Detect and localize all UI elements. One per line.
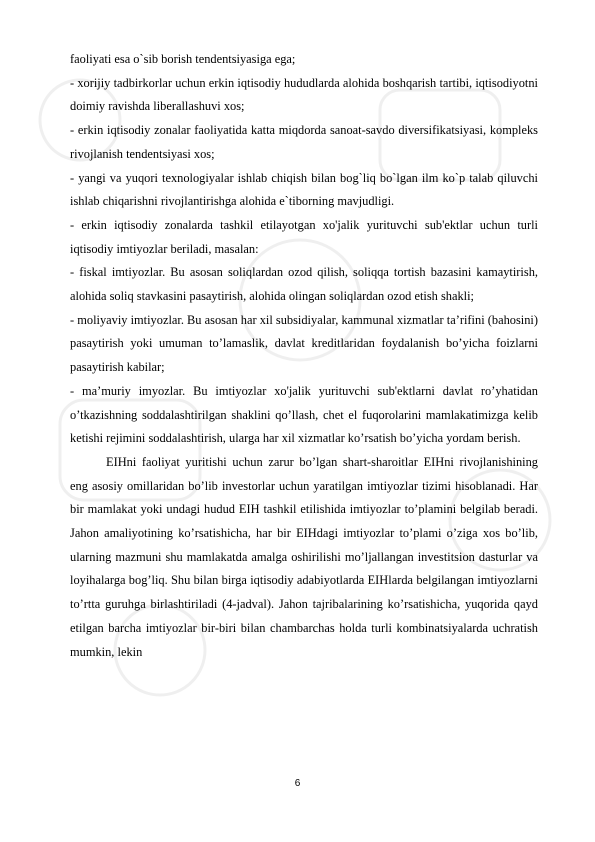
paragraph-continuation: faoliyati esa o`sib borish tendentsiyasiga ega;: [70, 52, 296, 66]
paragraph-bullet-4: - erkin iqtisodiy zonalarda tashkil etilayotgan xo'jalik yurituvchi sub'ektlar uchun turli iqtisodiy imtiyozlar beriladi, masalan:: [70, 217, 538, 256]
paragraph-fiscal-benefits: - fiskal imtiyozlar. Bu asosan soliqlardan ozod qilish, soliqqa tortish bazasini kamaytirish, alohida soliq stavkasini pasaytirish, alohida olingan soliqlardan ozod etish shakli;: [70, 265, 538, 304]
paragraph-eih-conditions: EIHni faoliyat yuritishi uchun zarur bo’lgan shart-sharoitlar EIHni rivojlanishining eng asosiy omillaridan bo’lib investorlar uchun yaratilgan imtiyozlar tizimi hisoblanadi. Har bir mamlakat yoki undagi hudud EIH tashkil etilishida imtiyozlar to’plamini belgilab beradi. Jahon amaliyotining ko’rsatishicha, har bir EIHdagi imtiyozlar to’plami o’ziga xos bo’lib, ularning mazmuni shu mamlakatda amalga oshirilishi mo’ljallangan investitsion dasturlar va loyihalarga bog’liq. Shu bilan birga iqtisodiy adabiyotlarda EIHlarda belgilangan imtiyozlarni to’rtta guruhga birlashtiriladi (4-jadval). Jahon tajribalarining ko’rsatishicha, yuqorida qayd etilgan barcha imtiyozlar bir-biri bilan chambarchas holda turli kombinatsiyalarda uchratish mumkin, lekin: [70, 454, 538, 659]
paragraph-bullet-1: - xorijiy tadbirkorlar uchun erkin iqtisodiy hududlarda alohida boshqarish tartibi, iqtisodiyotni doimiy ravishda liberallashuvi xos;: [70, 75, 538, 114]
paragraph-administrative-benefits: - ma’muriy imyozlar. Bu imtiyozlar xo'jalik yurituvchi sub'ektlarni davlat ro’yhatidan o’tkazishning soddalashtirilgan shaklini qo’llash, chet el fuqorolarini mamlakatimizga kelib ketishi rejimini soddalashtirish, ularga har xil xizmatlar ko’rsatish bo’yicha yordam berish.: [70, 383, 538, 446]
paragraph-bullet-3: - yangi va yuqori texnologiyalar ishlab chiqish bilan bog`liq bo`lgan ilm ko`p talab qiluvchi ishlab chiqarishni rivojlantirishga alohida e`tiborning mavjudligi.: [70, 170, 538, 209]
paragraph-financial-benefits: - moliyaviy imtiyozlar. Bu asosan har xil subsidiyalar, kammunal xizmatlar ta’rifini (bahosini) pasaytirish yoki umuman to’lamaslik, davlat kreditlaridan foydalanish bo’yicha foizlarni pasaytirish kabilar;: [70, 312, 538, 375]
document-body: [70, 48, 538, 664]
page-number: 6: [294, 778, 301, 789]
paragraph-bullet-2: - erkin iqtisodiy zonalar faoliyatida katta miqdorda sanoat-savdo diversifikatsiyasi, kompleks rivojlanish tendentsiyasi xos;: [70, 123, 538, 161]
